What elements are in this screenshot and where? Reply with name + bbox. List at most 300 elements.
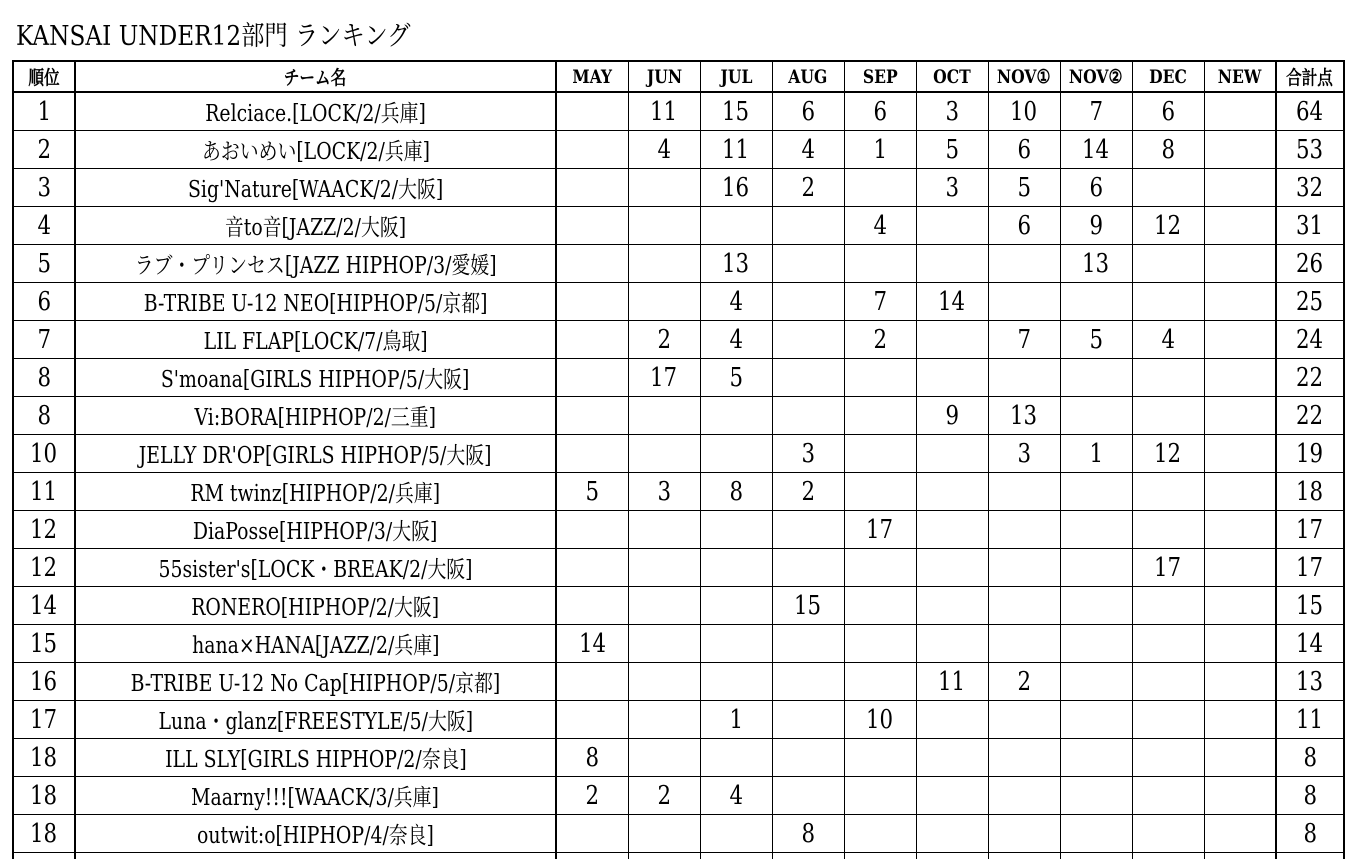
score-cell-sep <box>844 625 916 663</box>
score-cell-sep <box>844 245 916 283</box>
score-cell-nov1: 13 <box>988 397 1060 435</box>
score-cell-new <box>1204 92 1276 131</box>
score-cell-nov2 <box>1060 815 1132 853</box>
score-cell-sep <box>844 549 916 587</box>
score-cell-aug: 2 <box>772 473 844 511</box>
score-cell-jul <box>700 625 772 663</box>
score-cell-jul <box>700 207 772 245</box>
score-cell-jul: 11 <box>700 131 772 169</box>
score-cell-oct: 3 <box>916 169 988 207</box>
score-cell-sep: 10 <box>844 701 916 739</box>
score-cell-sep <box>844 777 916 815</box>
rank-cell: 12 <box>13 549 75 587</box>
score-cell-jun <box>628 549 700 587</box>
rank-cell <box>13 853 75 859</box>
score-cell-sep <box>844 435 916 473</box>
total-cell: 26 <box>1276 245 1344 283</box>
score-cell-jun: 11 <box>628 92 700 131</box>
month-column-header-aug: AUG <box>772 61 844 92</box>
score-cell-nov2 <box>1060 701 1132 739</box>
total-cell: 13 <box>1276 663 1344 701</box>
score-cell-new <box>1204 435 1276 473</box>
score-cell-oct <box>916 511 988 549</box>
score-cell-jun: 2 <box>628 321 700 359</box>
table-row <box>13 663 1344 701</box>
score-cell-sep: 6 <box>844 92 916 131</box>
score-cell-sep: 4 <box>844 207 916 245</box>
table-row <box>13 739 1344 777</box>
score-cell-dec: 6 <box>1132 92 1204 131</box>
team-name-cell: ILL SLY[GIRLS HIPHOP/2/奈良] <box>75 739 556 777</box>
score-cell-jun <box>628 663 700 701</box>
score-cell-new <box>1204 207 1276 245</box>
score-cell-oct <box>916 853 988 859</box>
team-name-cell: ラブ・プリンセス[JAZZ HIPHOP/3/愛媛] <box>75 245 556 283</box>
total-cell: 22 <box>1276 397 1344 435</box>
score-cell-dec <box>1132 777 1204 815</box>
score-cell-dec <box>1132 283 1204 321</box>
score-cell-jul: 13 <box>700 245 772 283</box>
table-row <box>13 625 1344 663</box>
score-cell-nov1: 3 <box>988 435 1060 473</box>
score-cell-dec <box>1132 245 1204 283</box>
score-cell-aug <box>772 359 844 397</box>
rank-cell: 8 <box>13 397 75 435</box>
score-cell-nov1 <box>988 245 1060 283</box>
score-cell-nov2: 14 <box>1060 131 1132 169</box>
table-row <box>13 397 1344 435</box>
score-cell-may <box>556 245 628 283</box>
score-cell-dec: 12 <box>1132 207 1204 245</box>
score-cell-jun <box>628 815 700 853</box>
score-cell-jun <box>628 511 700 549</box>
score-cell-jun: 3 <box>628 473 700 511</box>
score-cell-jun <box>628 853 700 859</box>
score-cell-new <box>1204 587 1276 625</box>
score-cell-dec <box>1132 701 1204 739</box>
score-cell-new <box>1204 131 1276 169</box>
score-cell-nov2 <box>1060 549 1132 587</box>
score-cell-jun <box>628 625 700 663</box>
score-cell-nov2 <box>1060 397 1132 435</box>
rank-cell: 7 <box>13 321 75 359</box>
score-cell-jun <box>628 435 700 473</box>
team-name-cell: B-TRIBE U-12 No Cap[HIPHOP/5/京都] <box>75 663 556 701</box>
score-cell-jul <box>700 815 772 853</box>
score-cell-nov1 <box>988 549 1060 587</box>
team-name-cell: LIL FLAP[LOCK/7/鳥取] <box>75 321 556 359</box>
score-cell-aug <box>772 739 844 777</box>
team-name-cell: S'moana[GIRLS HIPHOP/5/大阪] <box>75 359 556 397</box>
table-row <box>13 169 1344 207</box>
total-cell: 11 <box>1276 701 1344 739</box>
score-cell-oct <box>916 245 988 283</box>
score-cell-may <box>556 283 628 321</box>
table-row <box>13 473 1344 511</box>
score-cell-may: 5 <box>556 473 628 511</box>
score-cell-may <box>556 169 628 207</box>
score-cell-aug <box>772 625 844 663</box>
rank-cell: 15 <box>13 625 75 663</box>
team-name-cell: Relciace.[LOCK/2/兵庫] <box>75 92 556 131</box>
table-row <box>13 853 1344 859</box>
score-cell-aug <box>772 207 844 245</box>
team-name-cell: 55sister's[LOCK・BREAK/2/大阪] <box>75 549 556 587</box>
score-cell-dec <box>1132 169 1204 207</box>
score-cell-jul <box>700 511 772 549</box>
score-cell-oct: 3 <box>916 92 988 131</box>
score-cell-nov1: 10 <box>988 92 1060 131</box>
score-cell-nov1 <box>988 777 1060 815</box>
team-column-header: チーム名 <box>75 61 556 92</box>
header-row <box>13 61 1344 92</box>
rank-cell: 11 <box>13 473 75 511</box>
score-cell-jul: 4 <box>700 283 772 321</box>
rank-cell: 10 <box>13 435 75 473</box>
score-cell-nov1 <box>988 587 1060 625</box>
table-row <box>13 92 1344 131</box>
total-cell: 25 <box>1276 283 1344 321</box>
score-cell-aug: 3 <box>772 435 844 473</box>
month-column-header-jun: JUN <box>628 61 700 92</box>
score-cell-aug: 15 <box>772 587 844 625</box>
score-cell-jul <box>700 663 772 701</box>
team-name-cell: Sig'Nature[WAACK/2/大阪] <box>75 169 556 207</box>
score-cell-dec: 17 <box>1132 549 1204 587</box>
score-cell-new <box>1204 473 1276 511</box>
table-row <box>13 359 1344 397</box>
total-cell: 8 <box>1276 815 1344 853</box>
score-cell-nov1 <box>988 625 1060 663</box>
score-cell-oct <box>916 587 988 625</box>
score-cell-new <box>1204 321 1276 359</box>
score-cell-nov1 <box>988 701 1060 739</box>
score-cell-jul: 4 <box>700 321 772 359</box>
rank-cell: 6 <box>13 283 75 321</box>
score-cell-nov1 <box>988 473 1060 511</box>
score-cell-nov2 <box>1060 777 1132 815</box>
score-cell-sep: 1 <box>844 131 916 169</box>
score-cell-may <box>556 131 628 169</box>
score-cell-aug <box>772 549 844 587</box>
score-cell-may: 14 <box>556 625 628 663</box>
score-cell-aug <box>772 777 844 815</box>
team-name-cell: あおいめい[LOCK/2/兵庫] <box>75 131 556 169</box>
score-cell-oct <box>916 359 988 397</box>
score-cell-jun <box>628 397 700 435</box>
month-column-header-may: MAY <box>556 61 628 92</box>
score-cell-may: 8 <box>556 739 628 777</box>
score-cell-nov1: 6 <box>988 131 1060 169</box>
score-cell-aug <box>772 321 844 359</box>
score-cell-aug: 2 <box>772 169 844 207</box>
rank-cell: 8 <box>13 359 75 397</box>
total-cell: 8 <box>1276 739 1344 777</box>
total-cell <box>1276 853 1344 859</box>
total-cell: 8 <box>1276 777 1344 815</box>
score-cell-oct <box>916 473 988 511</box>
rank-cell: 3 <box>13 169 75 207</box>
score-cell-aug <box>772 701 844 739</box>
page-title: KANSAI UNDER12部門 ランキング <box>16 21 411 52</box>
score-cell-new <box>1204 283 1276 321</box>
score-cell-nov1 <box>988 359 1060 397</box>
score-cell-jul: 4 <box>700 777 772 815</box>
table-row <box>13 207 1344 245</box>
team-name-cell: outwit:o[HIPHOP/4/奈良] <box>75 815 556 853</box>
score-cell-may: 2 <box>556 777 628 815</box>
score-cell-oct <box>916 625 988 663</box>
total-cell: 15 <box>1276 587 1344 625</box>
total-cell: 19 <box>1276 435 1344 473</box>
total-cell: 18 <box>1276 473 1344 511</box>
month-column-header-nov1: NOV① <box>988 61 1060 92</box>
rank-cell: 5 <box>13 245 75 283</box>
total-cell: 24 <box>1276 321 1344 359</box>
score-cell-dec <box>1132 853 1204 859</box>
score-cell-jun: 4 <box>628 131 700 169</box>
table-row <box>13 511 1344 549</box>
rank-cell: 18 <box>13 739 75 777</box>
score-cell-new <box>1204 397 1276 435</box>
score-cell-new <box>1204 777 1276 815</box>
score-cell-nov2 <box>1060 587 1132 625</box>
score-cell-oct: 9 <box>916 397 988 435</box>
score-cell-dec <box>1132 663 1204 701</box>
score-cell-jul: 16 <box>700 169 772 207</box>
score-cell-nov2: 5 <box>1060 321 1132 359</box>
score-cell-dec <box>1132 511 1204 549</box>
month-column-header-dec: DEC <box>1132 61 1204 92</box>
score-cell-may <box>556 321 628 359</box>
score-cell-jul: 1 <box>700 701 772 739</box>
score-cell-nov1: 5 <box>988 169 1060 207</box>
score-cell-dec: 12 <box>1132 435 1204 473</box>
score-cell-may <box>556 587 628 625</box>
score-cell-sep <box>844 397 916 435</box>
score-cell-aug <box>772 397 844 435</box>
total-cell: 31 <box>1276 207 1344 245</box>
score-cell-sep: 17 <box>844 511 916 549</box>
score-cell-jun <box>628 701 700 739</box>
score-cell-sep <box>844 663 916 701</box>
score-cell-dec <box>1132 359 1204 397</box>
team-name-cell: Luna・glanz[FREESTYLE/5/大阪] <box>75 701 556 739</box>
score-cell-nov2 <box>1060 663 1132 701</box>
table-row <box>13 131 1344 169</box>
team-name-cell: RONERO[HIPHOP/2/大阪] <box>75 587 556 625</box>
table-row <box>13 245 1344 283</box>
score-cell-dec: 4 <box>1132 321 1204 359</box>
total-cell: 14 <box>1276 625 1344 663</box>
score-cell-oct: 5 <box>916 131 988 169</box>
score-cell-may <box>556 92 628 131</box>
team-name-cell: B-TRIBE U-12 NEO[HIPHOP/5/京都] <box>75 283 556 321</box>
score-cell-jul <box>700 739 772 777</box>
score-cell-dec <box>1132 397 1204 435</box>
team-name-cell: RM twinz[HIPHOP/2/兵庫] <box>75 473 556 511</box>
table-row <box>13 815 1344 853</box>
month-column-header-new: NEW <box>1204 61 1276 92</box>
team-name-cell <box>75 853 556 859</box>
score-cell-may <box>556 701 628 739</box>
total-cell: 53 <box>1276 131 1344 169</box>
score-cell-sep <box>844 853 916 859</box>
score-cell-dec <box>1132 739 1204 777</box>
score-cell-nov2 <box>1060 625 1132 663</box>
table-row <box>13 283 1344 321</box>
score-cell-jun <box>628 207 700 245</box>
table-row <box>13 777 1344 815</box>
score-cell-new <box>1204 853 1276 859</box>
score-cell-oct <box>916 701 988 739</box>
score-cell-jun <box>628 169 700 207</box>
score-cell-may <box>556 397 628 435</box>
score-cell-sep <box>844 359 916 397</box>
score-cell-oct <box>916 815 988 853</box>
score-cell-sep <box>844 169 916 207</box>
rank-cell: 14 <box>13 587 75 625</box>
score-cell-jul: 5 <box>700 359 772 397</box>
score-cell-nov1 <box>988 815 1060 853</box>
score-cell-sep: 2 <box>844 321 916 359</box>
total-cell: 17 <box>1276 511 1344 549</box>
score-cell-nov2 <box>1060 853 1132 859</box>
score-cell-nov2: 9 <box>1060 207 1132 245</box>
score-cell-may <box>556 435 628 473</box>
score-cell-nov2 <box>1060 473 1132 511</box>
score-cell-oct <box>916 739 988 777</box>
score-cell-new <box>1204 815 1276 853</box>
score-cell-nov2: 13 <box>1060 245 1132 283</box>
total-cell: 17 <box>1276 549 1344 587</box>
score-cell-jul <box>700 549 772 587</box>
rank-cell: 12 <box>13 511 75 549</box>
score-cell-aug: 8 <box>772 815 844 853</box>
team-name-cell: Vi:BORA[HIPHOP/2/三重] <box>75 397 556 435</box>
score-cell-jul <box>700 853 772 859</box>
table-row <box>13 701 1344 739</box>
score-cell-new <box>1204 169 1276 207</box>
score-cell-nov1: 7 <box>988 321 1060 359</box>
score-cell-sep <box>844 815 916 853</box>
month-column-header-nov2: NOV② <box>1060 61 1132 92</box>
score-cell-new <box>1204 663 1276 701</box>
score-cell-jun: 17 <box>628 359 700 397</box>
total-cell: 22 <box>1276 359 1344 397</box>
score-cell-nov2 <box>1060 359 1132 397</box>
month-column-header-sep: SEP <box>844 61 916 92</box>
score-cell-dec <box>1132 815 1204 853</box>
score-cell-may <box>556 815 628 853</box>
rank-cell: 18 <box>13 815 75 853</box>
score-cell-aug: 6 <box>772 92 844 131</box>
score-cell-oct <box>916 435 988 473</box>
score-cell-nov1 <box>988 511 1060 549</box>
rank-cell: 18 <box>13 777 75 815</box>
rank-cell: 16 <box>13 663 75 701</box>
team-name-cell: Maarny!!![WAACK/3/兵庫] <box>75 777 556 815</box>
score-cell-may <box>556 511 628 549</box>
table-row <box>13 321 1344 359</box>
score-cell-jun <box>628 587 700 625</box>
score-cell-nov2 <box>1060 739 1132 777</box>
table-row <box>13 549 1344 587</box>
score-cell-aug <box>772 511 844 549</box>
score-cell-jun <box>628 283 700 321</box>
score-cell-new <box>1204 701 1276 739</box>
score-cell-new <box>1204 511 1276 549</box>
score-cell-oct: 11 <box>916 663 988 701</box>
score-cell-nov1: 6 <box>988 207 1060 245</box>
score-cell-new <box>1204 549 1276 587</box>
score-cell-oct <box>916 321 988 359</box>
score-cell-nov2 <box>1060 283 1132 321</box>
rank-cell: 17 <box>13 701 75 739</box>
score-cell-sep <box>844 739 916 777</box>
total-cell: 32 <box>1276 169 1344 207</box>
rank-cell: 1 <box>13 92 75 131</box>
score-cell-aug <box>772 245 844 283</box>
score-cell-sep: 7 <box>844 283 916 321</box>
score-cell-jun <box>628 739 700 777</box>
team-name-cell: DiaPosse[HIPHOP/3/大阪] <box>75 511 556 549</box>
score-cell-jun <box>628 245 700 283</box>
team-name-cell: hana×HANA[JAZZ/2/兵庫] <box>75 625 556 663</box>
score-cell-new <box>1204 625 1276 663</box>
score-cell-nov2: 6 <box>1060 169 1132 207</box>
score-cell-nov1 <box>988 283 1060 321</box>
team-name-cell: 音to音[JAZZ/2/大阪] <box>75 207 556 245</box>
ranking-table <box>12 60 1345 859</box>
score-cell-dec <box>1132 473 1204 511</box>
total-cell: 64 <box>1276 92 1344 131</box>
month-column-header-oct: OCT <box>916 61 988 92</box>
table-row <box>13 587 1344 625</box>
score-cell-nov2 <box>1060 511 1132 549</box>
rank-column-header: 順位 <box>13 61 75 92</box>
score-cell-nov1: 2 <box>988 663 1060 701</box>
score-cell-aug: 4 <box>772 131 844 169</box>
rank-cell: 2 <box>13 131 75 169</box>
score-cell-oct <box>916 549 988 587</box>
score-cell-nov2: 1 <box>1060 435 1132 473</box>
score-cell-may <box>556 663 628 701</box>
score-cell-jun: 2 <box>628 777 700 815</box>
score-cell-may <box>556 207 628 245</box>
score-cell-oct <box>916 777 988 815</box>
score-cell-oct <box>916 207 988 245</box>
score-cell-dec <box>1132 625 1204 663</box>
score-cell-aug <box>772 663 844 701</box>
score-cell-aug <box>772 283 844 321</box>
score-cell-jul: 8 <box>700 473 772 511</box>
table-row <box>13 435 1344 473</box>
score-cell-aug <box>772 853 844 859</box>
score-cell-jul <box>700 397 772 435</box>
score-cell-nov1 <box>988 739 1060 777</box>
score-cell-may <box>556 853 628 859</box>
score-cell-jul <box>700 435 772 473</box>
score-cell-jul: 15 <box>700 92 772 131</box>
rank-cell: 4 <box>13 207 75 245</box>
score-cell-nov2: 7 <box>1060 92 1132 131</box>
score-cell-may <box>556 359 628 397</box>
score-cell-sep <box>844 587 916 625</box>
score-cell-jul <box>700 587 772 625</box>
score-cell-new <box>1204 245 1276 283</box>
score-cell-new <box>1204 359 1276 397</box>
